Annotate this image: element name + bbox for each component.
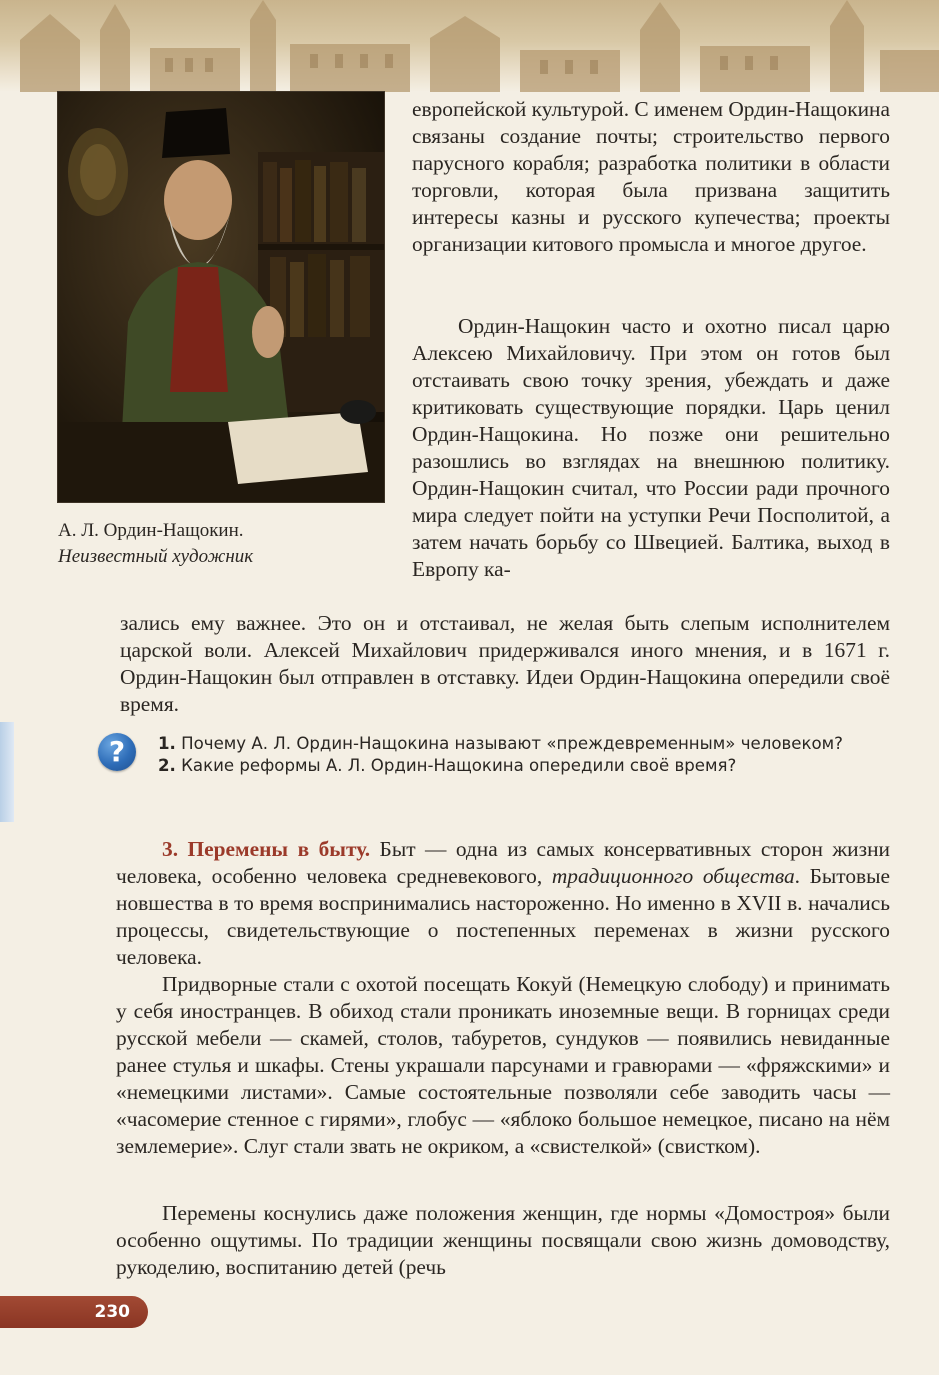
paragraph-2-part-b: зались ему важнее. Это он и отстаивал, не желая быть слепым исполнителем царской воли. Алексей Михайлович придерживался иного мнения, и в 1671 г. Ордин-Нащокин был отправлен в отставку. Идеи Ордин-Нащокина опередили своё время. bbox=[120, 611, 890, 716]
question-2: 2. Какие реформы А. Л. Ордин-Нащокина опередили своё время? bbox=[158, 756, 737, 775]
term-traditional-society: традиционного общества bbox=[551, 864, 795, 888]
page-number-tab bbox=[0, 1296, 148, 1328]
portrait-caption bbox=[58, 518, 388, 570]
decorative-header-band bbox=[0, 0, 939, 92]
paragraph-1: европейской культурой. С именем Ордин-Нащокина связаны создание почты; строительство первого парусного корабля; разработка политики в области торговли, которая была призвана защитить интересы казны и русского купечества; проекты организации китового промысла и многое другое. bbox=[412, 97, 890, 256]
question-icon: ? bbox=[98, 733, 136, 771]
question-1: 1. Почему А. Л. Ордин-Нащокина называют «преждевременным» человеком? bbox=[158, 734, 843, 753]
section-number: 3. bbox=[162, 837, 179, 861]
side-marker bbox=[0, 722, 14, 822]
city-skyline-illustration bbox=[0, 0, 939, 92]
page-number: 230 bbox=[94, 1302, 130, 1322]
paragraph-3: 3. Перемены в быту. Быт — одна из самых консервативных сторон жизни человека, особенно человека средневекового, традиционного общества. Бытовые новшества в то время воспринимались настороженно. Но именно в XVII в. начались процессы, свидетельствующие о постепенных переменах в жизни русского человека. bbox=[116, 837, 891, 969]
paragraph-4: Придворные стали с охотой посещать Кокуй (Немецкую слободу) и принимать у себя иностранцев. В обиход стали проникать иноземные вещи. В горницах среди русской мебели — скамей, столов, табуретов, сундуков — появились невиданные ранее стулья и шкафы. Стены украшали парсунами и гравюрами — «фряжскими» и «немецкими листами». Самые состоятельные позволяли себе заводить часы — «часомерие стенное с гирями», глобус — «яблоко большое немецкое, писано на нём землемерие». Слуг стали звать не окриком, а «свистелкой» (свистком). bbox=[116, 972, 890, 1158]
portrait-painting bbox=[58, 92, 384, 502]
section-title: Перемены в быту. bbox=[187, 837, 371, 861]
caption-name: А. Л. Ордин-Нащокин. bbox=[58, 520, 244, 541]
paragraph-2-part-a: Ордин-Нащокин часто и охотно писал царю Алексею Михайловичу. При этом он готов был отстаивать свою точку зрения, убеждать и даже критиковать существующие порядки. Царь ценил Ордин-Нащокина. Но позже они решительно разошлись во взглядах на внешнюю политику. Ордин-Нащокин считал, что России ради прочного мира следует пойти на уступки Речи Посполитой, а затем начать борьбу со Швецией. Балтика, выход в Европу ка- bbox=[412, 314, 890, 581]
paragraph-5: Перемены коснулись даже положения женщин, где нормы «Домостроя» были особенно ощутимы. По традиции женщины посвящали свою жизнь домоводству, рукоделию, воспитанию детей (речь bbox=[116, 1201, 890, 1279]
question-list bbox=[158, 733, 893, 777]
caption-artist: Неизвестный художник bbox=[58, 546, 254, 567]
